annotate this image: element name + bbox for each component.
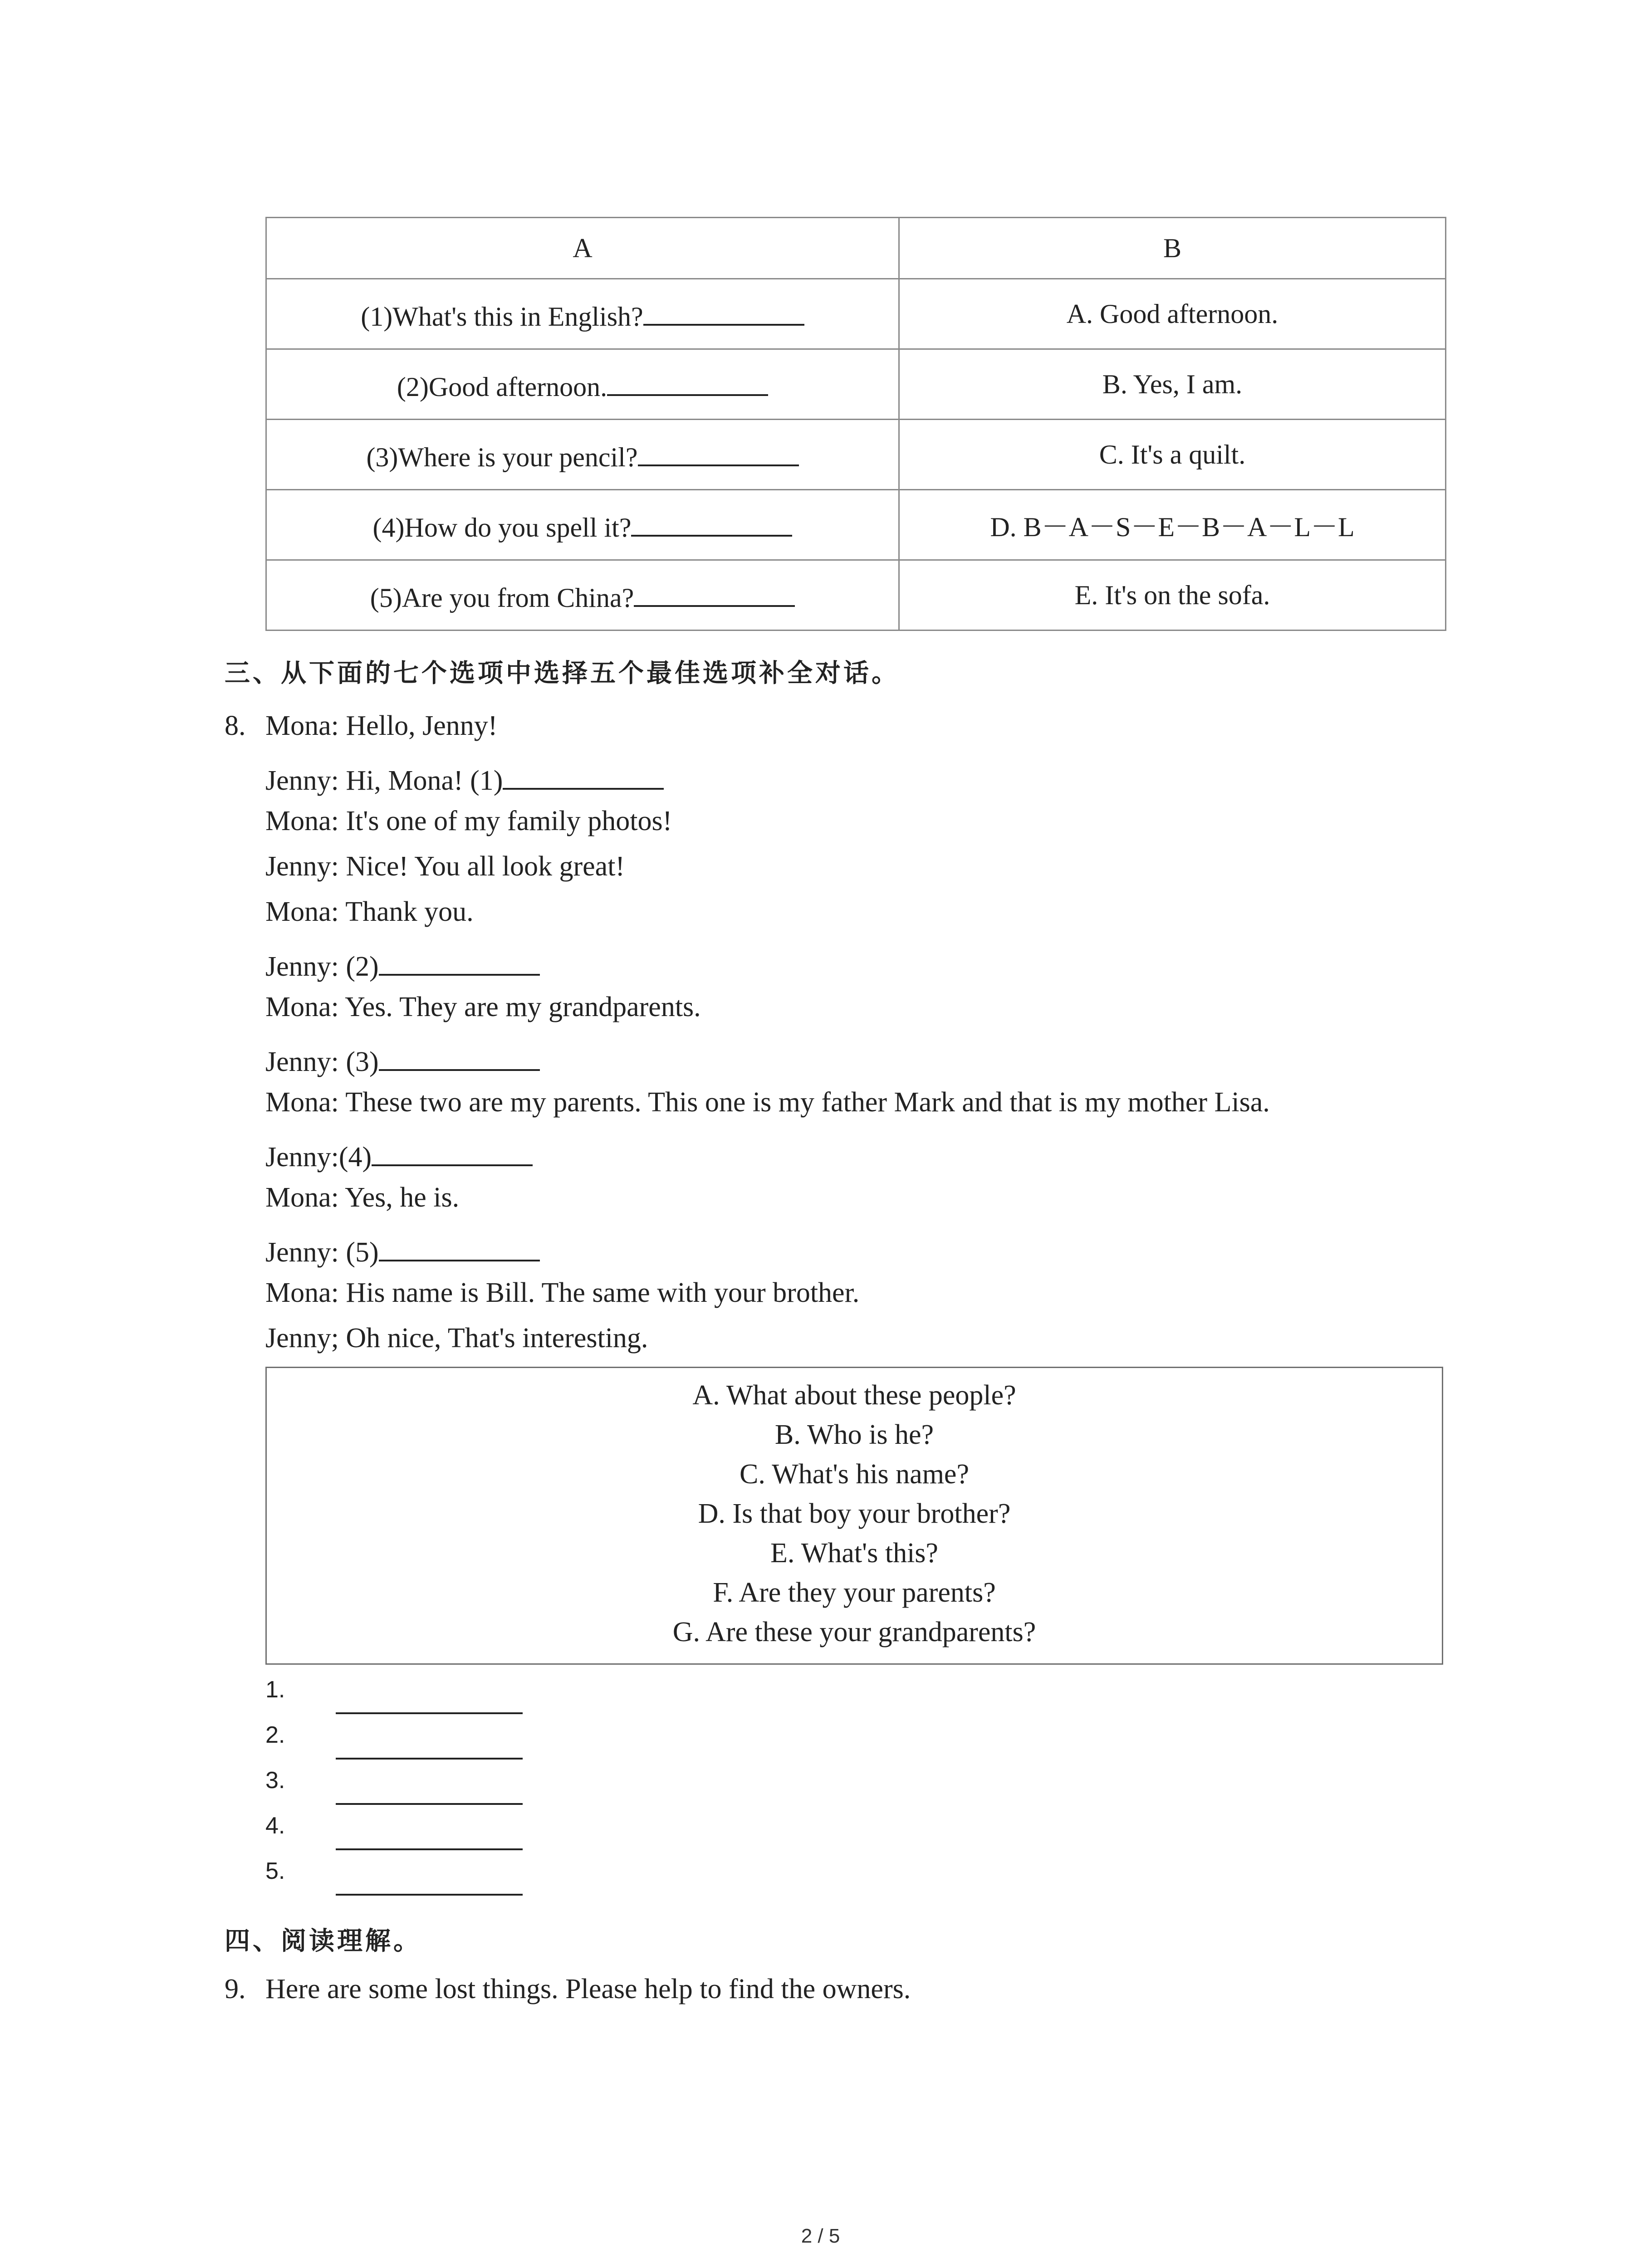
table-row xyxy=(266,349,1446,420)
dialogue-text: Jenny: Hi, Mona! (1) xyxy=(265,765,503,796)
dialogue-line xyxy=(265,946,540,983)
question-cell xyxy=(266,279,899,349)
dialogue-text: Mona: Thank you. xyxy=(265,896,474,927)
question-cell xyxy=(266,420,899,490)
table-row xyxy=(266,279,1446,349)
answer-blank[interactable] xyxy=(379,1041,540,1071)
dialogue-line xyxy=(265,1136,533,1173)
answer-line[interactable] xyxy=(336,1848,523,1850)
answer-number: 2. xyxy=(265,1722,285,1748)
table-row xyxy=(266,560,1446,631)
option-item: G. Are these your grandparents? xyxy=(672,1617,1036,1647)
question-text: (5)Are you from China? xyxy=(370,582,634,613)
dialogue-text: Mona: Yes, he is. xyxy=(265,1182,460,1213)
question-number: 8. xyxy=(225,710,246,741)
answer-number: 5. xyxy=(265,1858,285,1884)
dialogue-text: Jenny; Oh nice, That's interesting. xyxy=(265,1323,648,1354)
question-text: (4)How do you spell it? xyxy=(372,512,632,543)
dialogue-text: Jenny: (5) xyxy=(265,1237,379,1268)
dialogue-text: Jenny: (2) xyxy=(265,951,379,982)
answer-line[interactable] xyxy=(336,1758,523,1760)
dialogue-text: Mona: Yes. They are my grandparents. xyxy=(265,992,701,1022)
table-row xyxy=(266,420,1446,490)
answer-line[interactable] xyxy=(336,1894,523,1896)
answer-number: 4. xyxy=(265,1813,285,1839)
response-cell: E. It's on the sofa. xyxy=(899,560,1446,631)
answer-blank[interactable] xyxy=(631,507,792,537)
table-header-row xyxy=(266,218,1446,279)
dialogue-line xyxy=(265,991,701,1023)
answer-blank[interactable] xyxy=(372,1136,533,1166)
response-cell: A. Good afternoon. xyxy=(899,279,1446,349)
dialogue-line xyxy=(265,1086,1270,1119)
answer-line[interactable] xyxy=(336,1803,523,1805)
dialogue-line xyxy=(265,1041,540,1078)
question-text: (3)Where is your pencil? xyxy=(366,442,638,472)
question-cell xyxy=(266,560,899,631)
option-item: D. Is that boy your brother? xyxy=(698,1498,1011,1529)
column-header-a: A xyxy=(266,218,899,279)
option-item: A. What about these people? xyxy=(692,1380,1016,1411)
column-header-b: B xyxy=(899,218,1446,279)
option-item: F. Are they your parents? xyxy=(713,1577,996,1608)
answer-number: 1. xyxy=(265,1677,285,1703)
dialogue-line xyxy=(265,1277,859,1309)
answer-blank[interactable] xyxy=(379,1232,540,1261)
question-text: (1)What's this in English? xyxy=(361,301,643,332)
option-item: E. What's this? xyxy=(770,1538,938,1569)
dialogue-text: Mona: It's one of my family photos! xyxy=(265,806,672,836)
dialogue-line xyxy=(265,710,497,742)
answer-number: 3. xyxy=(265,1767,285,1794)
question-text: Here are some lost things. Please help to find the owners. xyxy=(265,1974,911,2004)
dialogue-line xyxy=(265,1182,459,1214)
answer-blank[interactable] xyxy=(503,760,664,790)
section-heading: 四、阅读理解。 xyxy=(225,1926,421,1956)
question-cell xyxy=(266,490,899,560)
dialogue-text: Jenny: (3) xyxy=(265,1046,379,1077)
option-item: B. Who is he? xyxy=(774,1419,934,1450)
dialogue-line xyxy=(265,1322,648,1354)
option-item: C. What's his name? xyxy=(740,1459,969,1490)
dialogue-line xyxy=(265,760,664,797)
dialogue-line xyxy=(265,850,625,883)
response-cell: B. Yes, I am. xyxy=(899,349,1446,420)
question-cell xyxy=(266,349,899,420)
answer-blank[interactable] xyxy=(638,436,799,466)
dialogue-text: Mona: These two are my parents. This one is my father Mark and that is my mother Lisa. xyxy=(265,1087,1270,1118)
response-cell: D. B－A－S－E－B－A－L－L xyxy=(899,490,1446,560)
page-indicator: 2 / 5 xyxy=(801,2225,840,2247)
options-box xyxy=(265,1367,1443,1665)
answer-blank[interactable] xyxy=(607,366,768,396)
dialogue-text: Mona: Hello, Jenny! xyxy=(265,710,498,741)
dialogue-text: Jenny: Nice! You all look great! xyxy=(265,851,625,882)
dialogue-text: Jenny:(4) xyxy=(265,1142,372,1173)
answer-blank[interactable] xyxy=(379,946,540,976)
matching-table xyxy=(265,217,1446,631)
table-row xyxy=(266,490,1446,560)
dialogue-text: Mona: His name is Bill. The same with your brother. xyxy=(265,1277,860,1308)
answer-blank[interactable] xyxy=(634,577,795,607)
dialogue-line xyxy=(265,896,474,928)
response-cell: C. It's a quilt. xyxy=(899,420,1446,490)
dialogue-line xyxy=(265,805,672,837)
answer-blank[interactable] xyxy=(643,296,804,326)
question-text: (2)Good afternoon. xyxy=(397,371,607,402)
section-heading: 三、从下面的七个选项中选择五个最佳选项补全对话。 xyxy=(225,659,900,688)
answer-line[interactable] xyxy=(336,1712,523,1714)
question-number: 9. xyxy=(225,1974,246,2004)
dialogue-line xyxy=(265,1232,540,1269)
